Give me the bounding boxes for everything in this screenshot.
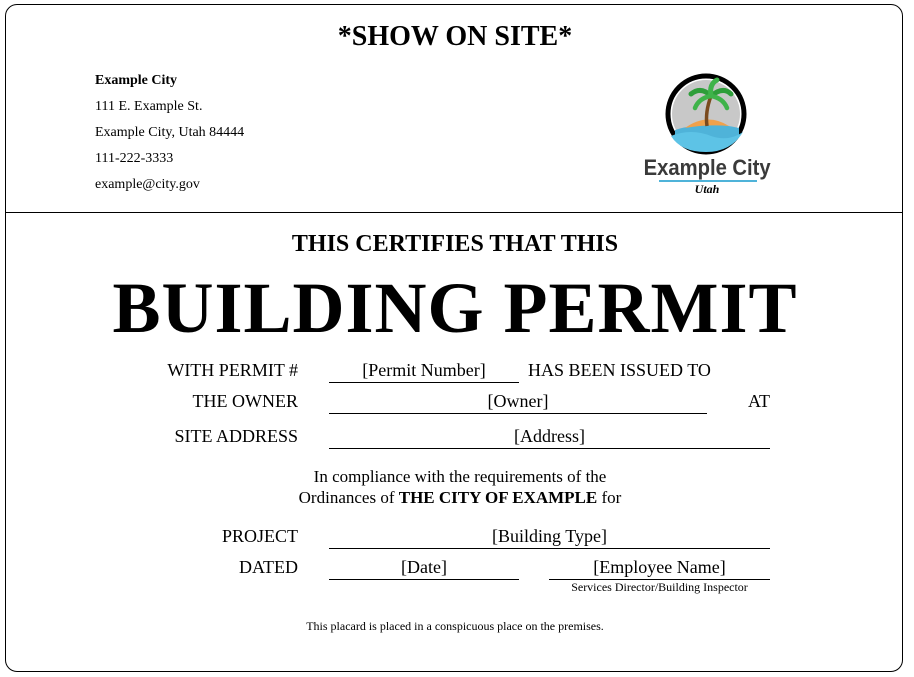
placard-note: This placard is placed in a conspicuous place on the premises. [306,619,604,633]
project-label: PROJECT [221,526,298,546]
palm-island-icon [643,72,771,196]
site-address-field: [Address] [329,424,770,449]
permit-card [5,4,903,672]
compliance-line-1: In compliance with the requirements of the [313,467,607,486]
compliance-line-2 [6,488,914,508]
contact-phone: 111-222-3333 [95,151,174,166]
permit-number-field: [Permit Number] [329,358,519,383]
at-label: AT [748,391,770,411]
building-permit-title: BUILDING PERMIT [112,268,798,348]
compliance-city: THE CITY OF EXAMPLE [398,488,598,507]
issued-to-label: HAS BEEN ISSUED TO [528,360,711,380]
certifies-heading: THIS CERTIFIES THAT THIS [291,231,619,257]
logo-state-name: Utah [694,182,720,196]
compliance-prefix: Ordinances of [298,488,399,507]
city-logo [643,72,771,196]
contact-email: example@city.gov [95,177,200,192]
show-on-site-title: *SHOW ON SITE* [337,21,573,52]
owner-label: THE OWNER [192,391,298,411]
owner-field: [Owner] [329,389,707,414]
contact-name: Example City [95,73,178,88]
logo-city-name: Example City [643,156,771,181]
site-address-label: SITE ADDRESS [174,426,298,446]
dated-label: DATED [239,557,298,577]
contact-street: 111 E. Example St. [95,99,203,114]
date-field: [Date] [329,555,519,580]
header-divider [6,212,902,213]
project-field: [Building Type] [329,524,770,549]
employee-name-field: [Employee Name] [549,555,770,580]
signature-caption: Services Director/Building Inspector [571,580,748,594]
contact-city-state: Example City, Utah 84444 [95,125,245,140]
permit-number-label: WITH PERMIT # [167,360,298,380]
compliance-suffix: for [597,488,622,507]
